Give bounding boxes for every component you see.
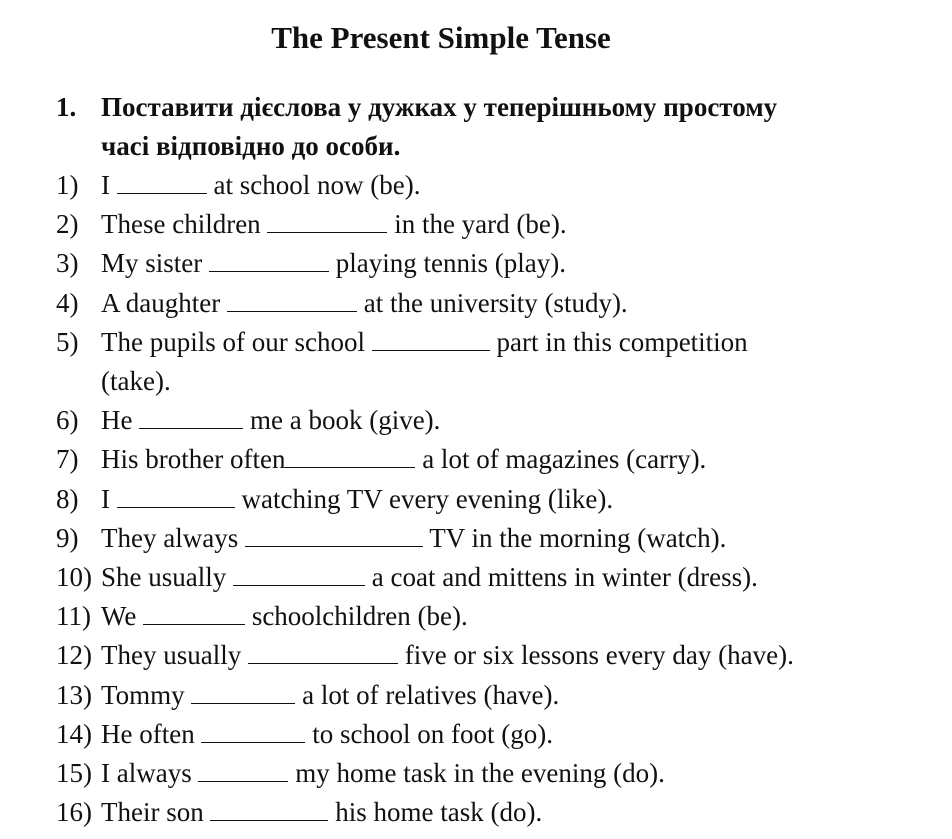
exercise-item	[56, 676, 936, 715]
item-number: 5)	[56, 326, 79, 357]
item-sentence	[101, 715, 936, 754]
item-sentence	[101, 440, 936, 479]
exercise-list	[56, 166, 936, 832]
answer-blank[interactable]	[372, 324, 490, 351]
item-sentence	[101, 166, 936, 205]
task-heading	[56, 88, 876, 166]
answer-blank[interactable]	[285, 441, 415, 468]
item-sentence	[101, 244, 936, 283]
sentence-start: I	[101, 483, 117, 514]
exercise-item	[56, 323, 936, 401]
answer-blank[interactable]	[210, 794, 328, 821]
exercise-item	[56, 597, 936, 636]
item-number: 1)	[56, 170, 79, 200]
exercise-item	[56, 440, 936, 479]
sentence-end: at school now (be).	[206, 170, 421, 200]
sentence-start: The pupils of our school	[101, 326, 372, 357]
sentence-start: My sister	[101, 248, 209, 279]
exercise-item	[56, 636, 936, 675]
sentence-start: I always	[101, 758, 199, 789]
item-sentence	[101, 558, 936, 597]
answer-blank[interactable]	[227, 285, 357, 312]
sentence-start: He often	[101, 718, 202, 749]
item-number: 13)	[56, 679, 92, 710]
item-number: 9)	[56, 522, 79, 553]
sentence-end: to school on foot (go).	[305, 718, 553, 749]
exercise-item	[56, 715, 936, 754]
item-sentence	[101, 284, 936, 323]
item-number: 6)	[56, 405, 79, 436]
item-sentence	[101, 754, 936, 793]
sentence-end: in the yard (be).	[387, 209, 567, 240]
sentence-start: I	[101, 170, 117, 200]
exercise-item	[56, 519, 936, 558]
sentence-end: part in this competition	[489, 326, 748, 357]
item-number: 10)	[56, 562, 92, 593]
sentence-start: They always	[101, 522, 245, 553]
sentence-continuation: (take).	[101, 366, 171, 397]
sentence-start: Tommy	[101, 679, 192, 710]
exercise-item	[56, 284, 936, 323]
sentence-end: my home task in the evening (do).	[288, 758, 665, 789]
answer-blank[interactable]	[233, 559, 365, 586]
answer-blank[interactable]	[139, 402, 243, 429]
sentence-end: playing tennis (play).	[329, 248, 566, 279]
answer-blank[interactable]	[143, 598, 245, 625]
answer-blank[interactable]	[201, 716, 305, 743]
task-instruction-line-1: Поставити дієслова у дужках у теперішньому простому	[101, 92, 778, 122]
item-number: 11)	[56, 601, 91, 632]
task-instruction-line-2: часі відповідно до особи.	[101, 131, 401, 161]
item-sentence	[101, 676, 936, 715]
item-number: 16)	[56, 797, 92, 828]
answer-blank[interactable]	[248, 637, 398, 664]
sentence-end: a lot of magazines (carry).	[415, 444, 707, 475]
answer-blank[interactable]	[245, 520, 423, 547]
answer-blank[interactable]	[267, 206, 387, 233]
item-number: 12)	[56, 640, 92, 671]
item-sentence	[101, 480, 936, 519]
exercise-item	[56, 558, 936, 597]
item-sentence	[101, 636, 936, 675]
exercise-item	[56, 205, 936, 244]
exercise-item	[56, 480, 936, 519]
item-number: 7)	[56, 444, 79, 475]
item-sentence	[101, 519, 936, 558]
sentence-start: A daughter	[101, 287, 227, 318]
sentence-start: Their son	[101, 797, 211, 828]
item-sentence	[101, 793, 936, 832]
item-number: 14)	[56, 718, 92, 749]
sentence-end: schoolchildren (be).	[245, 601, 468, 632]
item-number: 4)	[56, 287, 79, 318]
exercise-item	[56, 166, 936, 205]
sentence-end: watching TV every evening (like).	[234, 483, 614, 514]
item-sentence	[101, 205, 936, 244]
sentence-start: His brother often	[101, 444, 286, 475]
answer-blank[interactable]	[198, 755, 288, 782]
sentence-end: at the university (study).	[356, 287, 628, 318]
item-sentence	[101, 323, 936, 401]
page-title: The Present Simple Tense	[271, 20, 611, 55]
sentence-end: a coat and mittens in winter (dress).	[365, 562, 758, 593]
item-number: 3)	[56, 248, 79, 279]
item-sentence	[101, 597, 936, 636]
exercise-item	[56, 754, 936, 793]
sentence-start: She usually	[101, 562, 233, 593]
sentence-start: These children	[101, 209, 268, 240]
sentence-end: me a book (give).	[243, 405, 441, 436]
item-number: 8)	[56, 483, 79, 514]
sentence-start: They usually	[101, 640, 248, 671]
sentence-end: his home task (do).	[328, 797, 543, 828]
sentence-end: TV in the morning (watch).	[422, 522, 727, 553]
sentence-end: five or six lessons every day (have).	[397, 640, 794, 671]
answer-blank[interactable]	[209, 245, 329, 272]
answer-blank[interactable]	[191, 677, 295, 704]
sentence-end: a lot of relatives (have).	[295, 679, 560, 710]
exercise-item	[56, 793, 936, 832]
item-sentence	[101, 401, 936, 440]
exercise-item	[56, 401, 936, 440]
answer-blank[interactable]	[117, 167, 207, 194]
sentence-start: We	[101, 601, 144, 632]
item-number: 2)	[56, 209, 79, 240]
task-number: 1.	[56, 92, 77, 122]
exercise-item	[56, 244, 936, 283]
item-number: 15)	[56, 758, 92, 789]
sentence-start: He	[101, 405, 140, 436]
answer-blank[interactable]	[117, 481, 235, 508]
